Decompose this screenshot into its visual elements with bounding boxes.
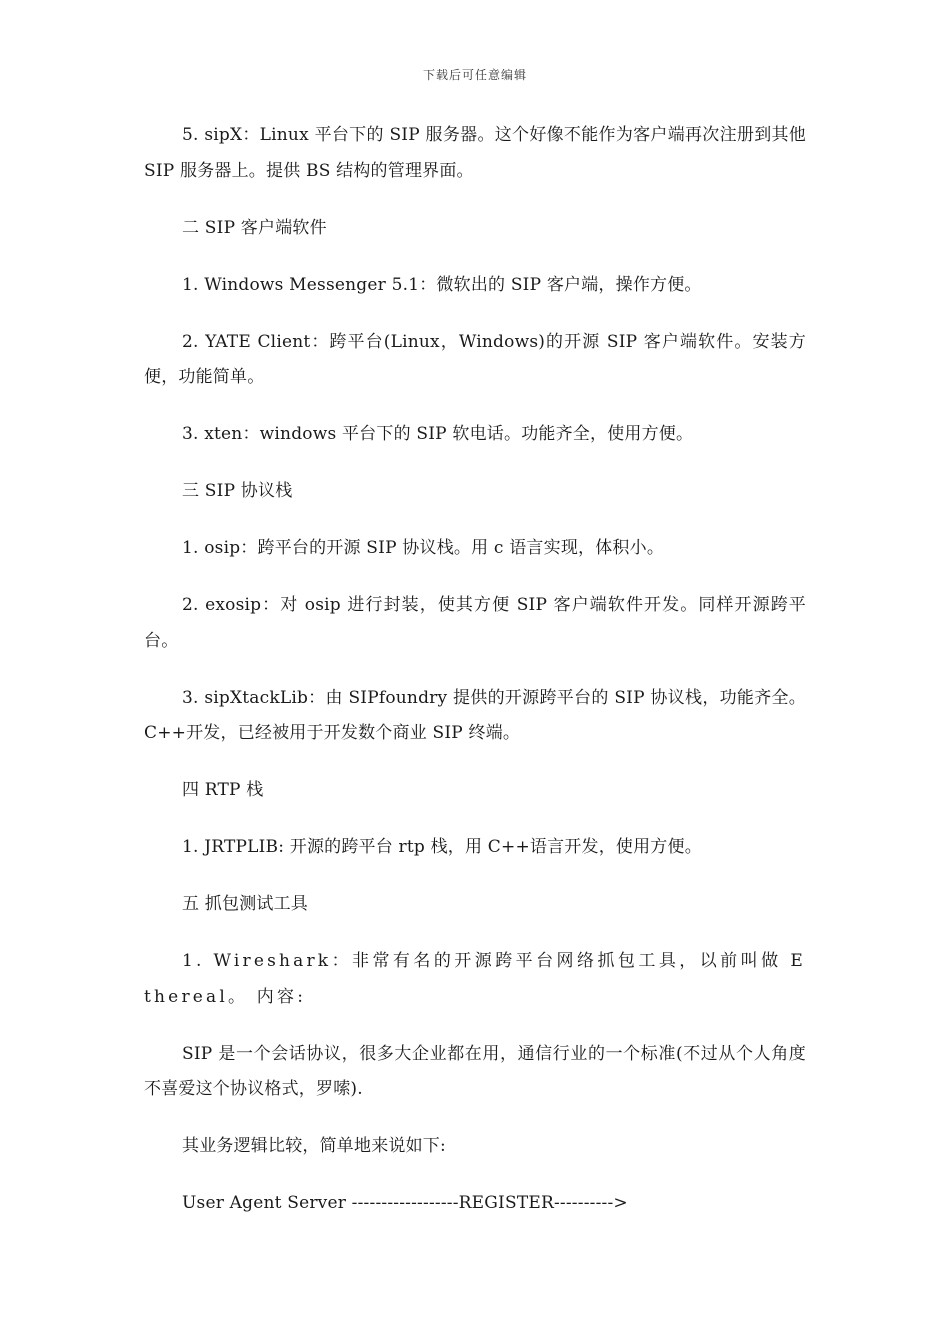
section-heading-rtp-stack: 四 RTP 栈 <box>182 780 264 800</box>
document-body <box>144 118 806 1222</box>
section-heading-sip-clients: 二 SIP 客户端软件 <box>182 217 327 238</box>
paragraph-sip-intro: SIP 是一个会话协议，很多大企业都在用，通信行业的一个标准(不过从个人角度不喜爱这个协议格式，罗嗦). <box>144 1043 806 1099</box>
section-heading-capture-tools: 五 抓包测试工具 <box>182 894 309 914</box>
page-header: 下载后可任意编辑 <box>422 68 527 82</box>
register-flow-line: User Agent Server ------------------REGISTER----------> <box>182 1193 628 1213</box>
paragraph-windows-messenger: 1. Windows Messenger 5.1：微软出的 SIP 客户端，操作方便。 <box>182 274 702 295</box>
paragraph-osip: 1. osip：跨平台的开源 SIP 协议栈。用 c 语言实现，体积小。 <box>182 538 665 558</box>
paragraph-sipx: 5. sipX：Linux 平台下的 SIP 服务器。这个好像不能作为客户端再次注册到其他 SIP 服务器上。提供 BS 结构的管理界面。 <box>144 125 806 181</box>
section-heading-sip-stack: 三 SIP 协议栈 <box>182 481 293 501</box>
paragraph-xten: 3. xten：windows 平台下的 SIP 软电话。功能齐全，使用方便。 <box>182 424 694 444</box>
paragraph-jrtplib: 1. JRTPLIB: 开源的跨平台 rtp 栈，用 C++语言开发，使用方便。 <box>182 837 702 857</box>
paragraph-exosip: 2. exosip：对 osip 进行封装，使其方便 SIP 客户端软件开发。同样开源跨平台。 <box>144 595 806 651</box>
paragraph-sipxtacklib: 3. sipXtackLib：由 SIPfoundry 提供的开源跨平台的 SIP 协议栈，功能齐全。C++开发，已经被用于开发数个商业 SIP 终端。 <box>144 687 806 743</box>
paragraph-business-logic: 其业务逻辑比较，简单地来说如下: <box>182 1136 446 1156</box>
paragraph-yate-client: 2. YATE Client：跨平台(Linux，Windows)的开源 SIP 客户端软件。安装方便，功能简单。 <box>144 331 806 387</box>
paragraph-wireshark: 1. Wireshark：非常有名的开源跨平台网络抓包工具，以前叫做 Ethereal。 内容: <box>144 951 806 1007</box>
